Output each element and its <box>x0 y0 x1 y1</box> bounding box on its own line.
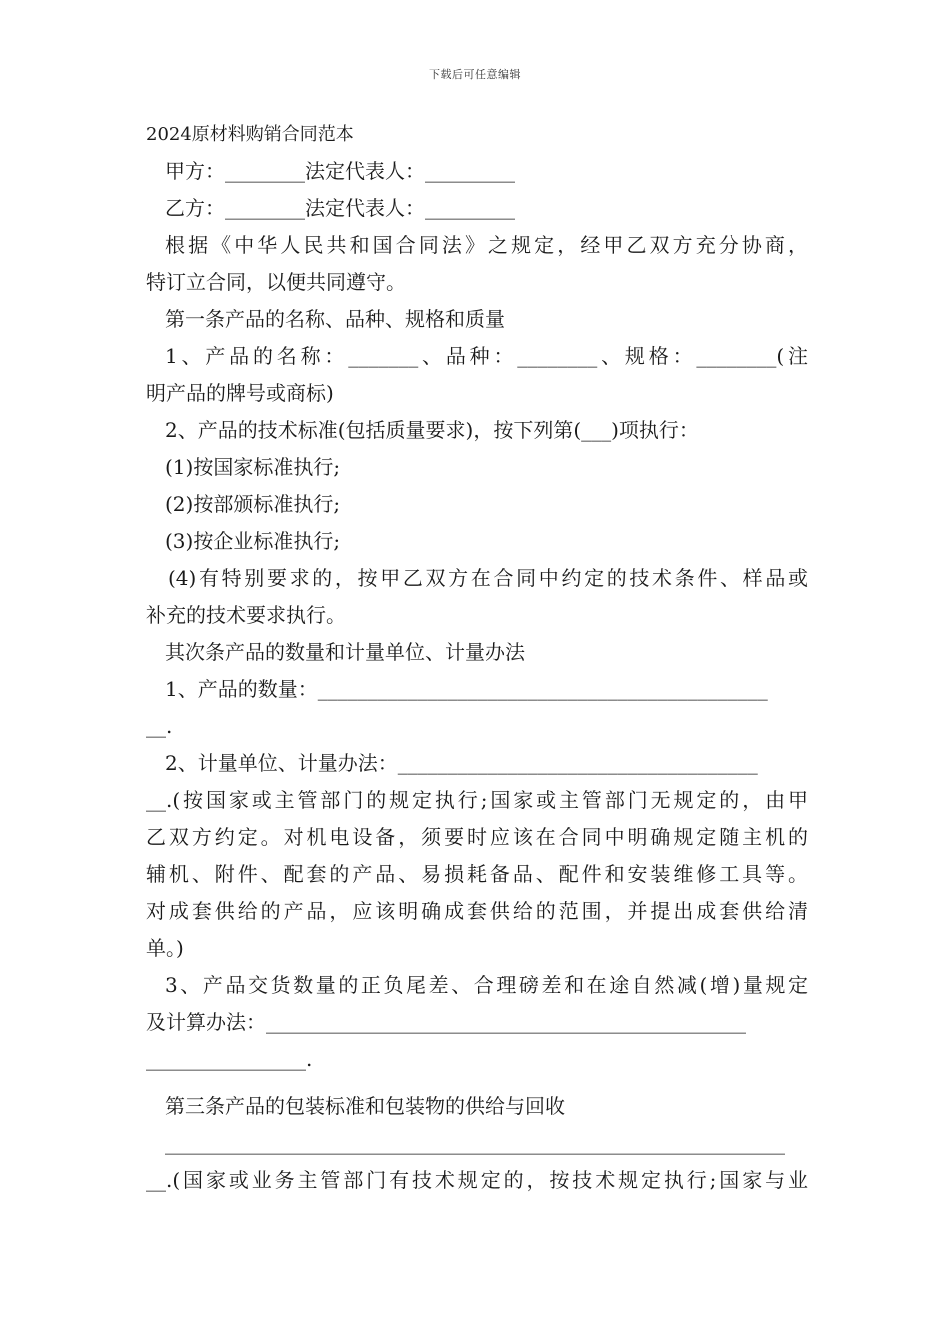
standard-option-2: (2)按部颁标准执行; <box>165 492 341 516</box>
article-2-item-2-line-1: 2、计量单位、计量办法：____________________________________ <box>165 751 758 775</box>
party-a-line: 甲方：________法定代表人：_________ <box>165 159 515 183</box>
article-2-item-1-line-2: __. <box>146 714 173 738</box>
preamble-line-1: 根据《中华人民共和国合同法》之规定，经甲乙双方充分协商， <box>165 233 808 257</box>
standard-option-4-line-2: 补充的技术要求执行。 <box>146 603 346 627</box>
document-title: 2024原材料购销合同范本 <box>146 124 354 145</box>
article-3-blank-line: ______________________________________________________________ <box>165 1131 785 1155</box>
article-3-heading: 第三条产品的包装标准和包装物的供给与回收 <box>165 1094 565 1118</box>
standard-option-4-line-1: (4)有特别要求的，按甲乙双方在合同中约定的技术条件、样品或 <box>168 566 808 590</box>
article-2-item-3-line-2: 及计算办法：________________________________________________ <box>146 1010 746 1034</box>
article-2-item-2-line-3: 乙双方约定。对机电设备，须要时应该在合同中明确规定随主机的 <box>146 825 808 849</box>
article-1-item-2: 2、产品的技术标准(包括质量要求)，按下列第(___)项执行： <box>165 418 699 442</box>
article-2-item-2-line-5: 对成套供给的产品，应该明确成套供给的范围，并提出成套供给清 <box>146 899 808 923</box>
standard-option-1: (1)按国家标准执行; <box>165 455 341 479</box>
article-2-heading: 其次条产品的数量和计量单位、计量办法 <box>165 640 525 664</box>
standard-option-3: (3)按企业标准执行; <box>165 529 341 553</box>
party-b-line: 乙方：________法定代表人：_________ <box>165 196 515 220</box>
article-1-heading: 第一条产品的名称、品种、规格和质量 <box>165 307 505 331</box>
article-1-item-1-line-1: 1、产品的名称：_______、品种：________、规格：________(注 <box>165 344 808 368</box>
article-3-text-line: __.(国家或业务主管部门有技术规定的，按技术规定执行;国家与业 <box>146 1168 808 1192</box>
preamble-line-2: 特订立合同，以便共同遵守。 <box>146 270 406 294</box>
article-2-item-1-line-1: 1、产品的数量：_____________________________________________ <box>165 677 768 701</box>
contract-body <box>146 116 808 1199</box>
article-2-item-3-line-3: ________________. <box>146 1047 313 1071</box>
article-2-item-2-line-2: __.(按国家或主管部门的规定执行;国家或主管部门无规定的，由甲 <box>146 788 808 812</box>
article-2-item-3-line-1: 3、产品交货数量的正负尾差、合理磅差和在途自然减(增)量规定 <box>165 973 808 997</box>
article-2-item-2-line-6: 单。) <box>146 936 184 960</box>
page-header-note: 下载后可任意编辑 <box>429 68 521 81</box>
article-1-item-1-line-2: 明产品的牌号或商标) <box>146 381 334 405</box>
article-2-item-2-line-4: 辅机、附件、配套的产品、易损耗备品、配件和安装维修工具等。 <box>146 862 808 886</box>
